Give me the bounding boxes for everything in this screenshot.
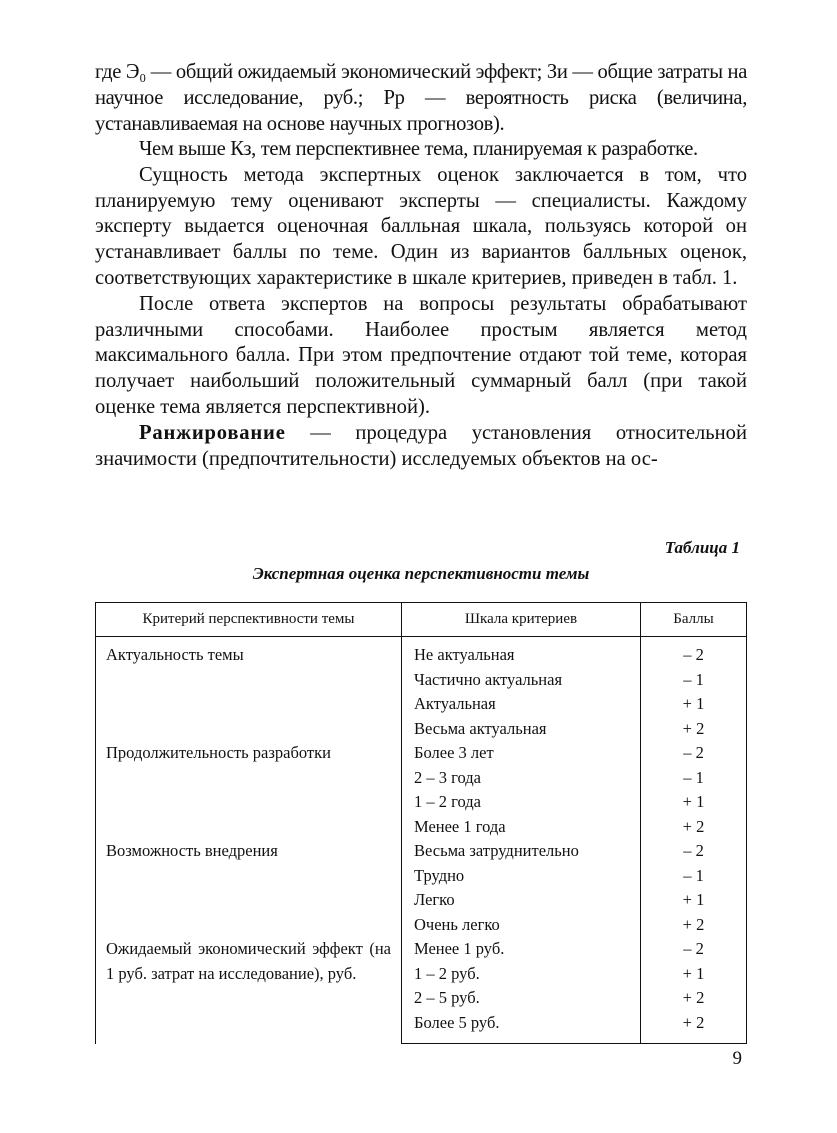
score-cell: + 1 [641, 888, 747, 913]
scale-cell: Не актуальная [402, 637, 641, 668]
table-row [96, 741, 747, 766]
table-caption: Таблица 1 [664, 538, 740, 557]
scale-cell: Более 3 лет [402, 741, 641, 766]
paragraph-kz: Чем выше Кз, тем перспективнее тема, планируемая к разработке. [139, 138, 698, 160]
score-cell: + 2 [641, 815, 747, 840]
score-cell: – 1 [641, 766, 747, 791]
score-cell: – 2 [641, 741, 747, 766]
paragraph-processing: После ответа экспертов на вопросы результаты обрабатывают различными способами. Наиболее простым является метод максимального балла. При этом предпочтение отдают той теме, которая получает наибольший положительный суммарный балл (при такой оценке тема является перспективной). [95, 292, 747, 418]
header-score: Баллы [641, 603, 747, 637]
score-cell: – 1 [641, 864, 747, 889]
page-number: 9 [732, 1048, 742, 1069]
ranking-definition: — процедура установления относительной значимости (предпочтительности) исследуемых объектов на ос- [95, 421, 747, 470]
score-cell: – 2 [641, 937, 747, 962]
score-cell: + 2 [641, 1011, 747, 1044]
criterion-cell: Возможность внедрения [96, 839, 402, 937]
table-row [96, 637, 747, 668]
scale-cell: 2 – 5 руб. [402, 986, 641, 1011]
scale-cell: Частично актуальная [402, 668, 641, 693]
scale-cell: Весьма актуальная [402, 717, 641, 742]
score-cell: + 2 [641, 717, 747, 742]
header-criterion: Критерий перспективности темы [96, 603, 402, 637]
paragraph-ranking [95, 421, 747, 473]
score-cell: – 2 [641, 839, 747, 864]
scale-cell: Очень легко [402, 913, 641, 938]
scale-cell: 1 – 2 руб. [402, 962, 641, 987]
criterion-cell: Продолжительность разработки [96, 741, 402, 839]
score-cell: + 1 [641, 692, 747, 717]
scale-cell: Менее 1 руб. [402, 937, 641, 962]
paragraph-formula-legend: где Э₀ — общий ожидаемый экономический эффект; Зи — общие затраты на научное исследование, руб.; Рр — вероятность риска (величина, устанавливаемая на основе научных прогнозов). [95, 61, 747, 135]
scale-cell: Трудно [402, 864, 641, 889]
scale-cell: Более 5 руб. [402, 1011, 641, 1044]
criterion-cell: Ожидаемый экономический эффект (на 1 руб. затрат на исследование), руб. [96, 937, 402, 1044]
table-row [96, 839, 747, 864]
score-cell: + 1 [641, 790, 747, 815]
scale-cell: Весьма затруднительно [402, 839, 641, 864]
term-ranking: Ранжирование [139, 421, 286, 444]
scale-cell: Менее 1 года [402, 815, 641, 840]
page-content [95, 60, 747, 1032]
expert-evaluation-table [95, 602, 747, 1044]
score-cell: – 2 [641, 637, 747, 668]
paragraph-expert-method: Сущность метода экспертных оценок заключается в том, что планируемую тему оценивают эксперты — специалисты. Каждому эксперту выдается оценочная балльная шкала, пользуясь которой он устанавливает баллы по теме. Один из вариантов балльных оценок, соответствующих характеристике в шкале критериев, приведен в табл. 1. [95, 163, 747, 289]
table-header-row [96, 603, 747, 637]
table-title: Экспертная оценка перспективности темы [252, 564, 590, 583]
scale-cell: 1 – 2 года [402, 790, 641, 815]
header-scale: Шкала критериев [402, 603, 641, 637]
table-row [96, 937, 747, 962]
score-cell: – 1 [641, 668, 747, 693]
score-cell: + 1 [641, 962, 747, 987]
score-cell: + 2 [641, 986, 747, 1011]
scale-cell: Легко [402, 888, 641, 913]
criterion-cell: Актуальность темы [96, 637, 402, 742]
score-cell: + 2 [641, 913, 747, 938]
scale-cell: 2 – 3 года [402, 766, 641, 791]
scale-cell: Актуальная [402, 692, 641, 717]
